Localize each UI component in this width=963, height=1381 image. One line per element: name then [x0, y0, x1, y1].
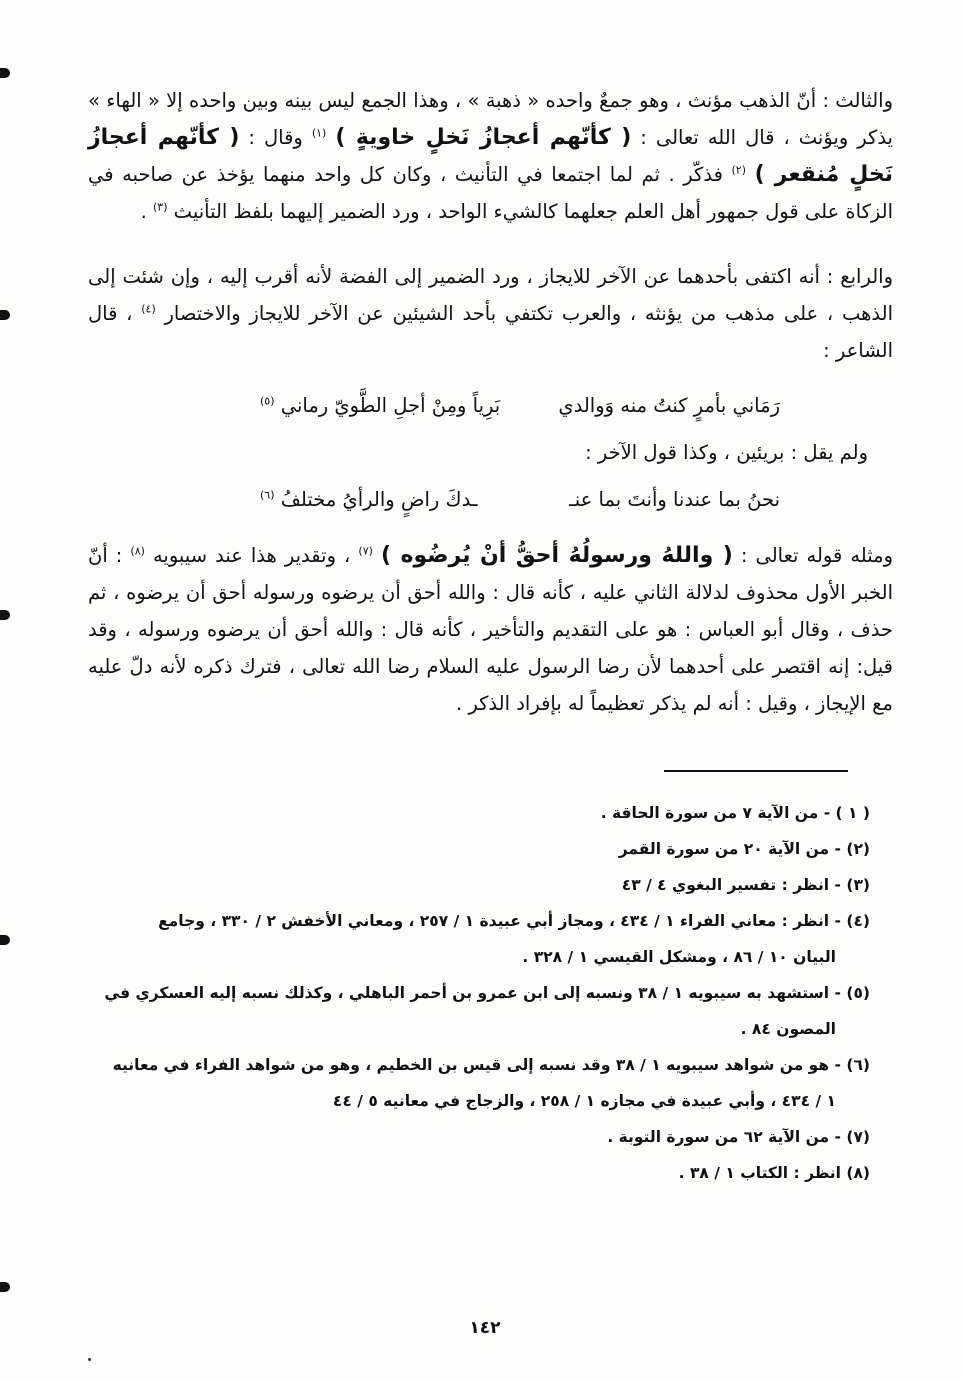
verse-hemistich: نحنُ بما عندنا وأنتَ بما عنـ	[569, 488, 780, 511]
footnote-divider	[664, 770, 848, 772]
footnote-ref: (٤)	[141, 302, 156, 316]
verse-text: ـدكَ راضٍ والرأيُ مختلفُ	[280, 488, 478, 511]
footnote-8: (٨) انظر : الكتاب ١ / ٣٨ .	[678, 1164, 870, 1182]
footnote-ref: (٨)	[130, 544, 145, 558]
footnotes	[80, 795, 870, 1191]
footnote-2: (٢) - من الآية ٢٠ من سورة القمر	[618, 840, 870, 858]
paragraph-text: والرابع : أنه اكتفى بأحدهما عن الآخر للايجاز ، ورد الضمير إلى الفضة لأنه أقرب إليه ، وإن شئت إلى الذهب ، على مذهب من يؤنثه ، والعرب تكتفي بأحد الشيئين عن الآخر للايجاز والاختصار	[88, 265, 894, 325]
scan-edge-mark	[0, 310, 10, 320]
paragraph-text: : أنّ الخبر الأول محذوف لدلالة الثاني عليه ، كأنه قال : والله أحق أن يرضوه ورسوله أحق أن يرضوه ، ثم حذف ، وقال أبو العباس : هو على التقديم والتأخير ، كأنه قال : والله أحق أن يرضوه ورسوله ، وقد قيل: إنه اقتصر على أحدهما لأن رضا الرسول عليه السلام رضا الله تعالى ، فترك ذكره لأنه دلّ عليه مع الإيجاز ، وقيل : أنه لم يذكر تعظيماً له بإفراد الذكر .	[88, 544, 893, 715]
verse-text: بَرِياً ومِنْ أجلِ الطَّويّ رماني	[280, 394, 501, 417]
paragraph-fourth-reason	[88, 258, 893, 369]
quran-quote: ( كأنّهم أعجازُ نَخلٍ مُنقعر )	[88, 125, 893, 187]
footnote-1: ( ١ ) - من الآية ٧ من سورة الحاقة .	[600, 804, 870, 822]
verse-hemistich	[260, 394, 500, 417]
paragraph-example	[88, 537, 893, 722]
scan-edge-mark	[0, 68, 10, 78]
verse-commentary-line: ولم يقل : بريئين ، وكذا قول الآخر :	[585, 441, 868, 464]
paragraph-text: ، قال الشاعر :	[88, 302, 893, 362]
scan-edge-mark	[0, 935, 10, 945]
footnote-5-continued: المصون ٨٤ .	[740, 1020, 836, 1038]
paragraph-third-reason	[88, 82, 893, 230]
footnote-ref: (٥)	[260, 394, 275, 408]
paragraph-text: ومثله قوله تعالى :	[732, 544, 893, 567]
footnote-ref: (١)	[311, 126, 327, 140]
paragraph-text: وقال :	[239, 126, 303, 149]
poetry-verse	[260, 488, 780, 511]
quran-quote: ( واللهُ ورسولُهُ أحقُّ أنْ يُرضُوه )	[380, 543, 733, 568]
footnote-7: (٧) - من الآية ٦٢ من سورة التوبة .	[607, 1128, 870, 1146]
page-number: ١٤٢	[469, 1318, 501, 1338]
footnote-6: (٦) - هو من شواهد سيبويه ١ / ٣٨ وقد نسبه إلى قيس بن الخطيم ، وهو من شواهد الفراء في معانيه	[112, 1056, 870, 1074]
footnote-ref: (٣)	[152, 200, 168, 214]
footnote-4-continued: البيان ١٠ / ٨٦ ، ومشكل القيسي ١ / ٣٢٨ .	[522, 948, 836, 966]
verse-hemistich: رَمَاني بأمرٍ كنتُ منه وَوالدي	[558, 394, 780, 417]
quran-quote: ( كأنّهم أعجازُ نَخلٍ خاويةٍ )	[335, 125, 632, 150]
scan-speck	[88, 1358, 91, 1361]
footnote-6-continued: ١ / ٤٣٤ ، وأبي عبيدة في مجازه ١ / ٢٥٨ ، والزجاج في معانيه ٥ / ٤٤	[332, 1092, 836, 1110]
footnote-5: (٥) - استشهد به سيبويه ١ / ٣٨ ونسبه إلى ابن عمرو بن أحمر الباهلي ، وكذلك نسبه إليه العسكري في	[104, 984, 870, 1002]
paragraph-text: ، وتقدير هذا عند سيبويه	[144, 544, 351, 567]
scan-edge-mark	[0, 610, 10, 620]
footnote-ref: (٢)	[731, 163, 746, 177]
paragraph-text: .	[140, 200, 147, 223]
footnote-ref: (٧)	[358, 544, 373, 558]
poetry-verse	[260, 394, 780, 417]
footnote-3: (٣) - انظر : تفسير البغوي ٤ / ٤٣	[621, 876, 870, 894]
paragraph-text: والثالث : أنّ الذهب مؤنث ، وهو جمعٌ واحده « ذهبة » ، وهذا الجمع ليس بينه وبين واحده إلا « الهاء » يذكر ويؤنث ، قال الله تعالى :	[88, 89, 893, 149]
scan-edge-mark	[0, 1282, 10, 1292]
paragraph-text: فذكّر . ثم لما اجتمعا في التأنيث ، وكان كل واحد منهما يؤخذ عن صاحبه في الزكاة على قول جمهور أهل العلم جعلهما كالشيء الواحد ، ورد الضمير إليهما بلفظ التأنيث	[88, 163, 893, 223]
verse-hemistich	[260, 488, 478, 511]
footnote-4: (٤) - انظر : معاني الفراء ١ / ٤٣٤ ، ومجاز أبي عبيدة ١ / ٢٥٧ ، ومعاني الأخفش ٢ / ٣٣٠ ، وجامع	[158, 912, 870, 930]
footnote-ref: (٦)	[260, 488, 275, 502]
